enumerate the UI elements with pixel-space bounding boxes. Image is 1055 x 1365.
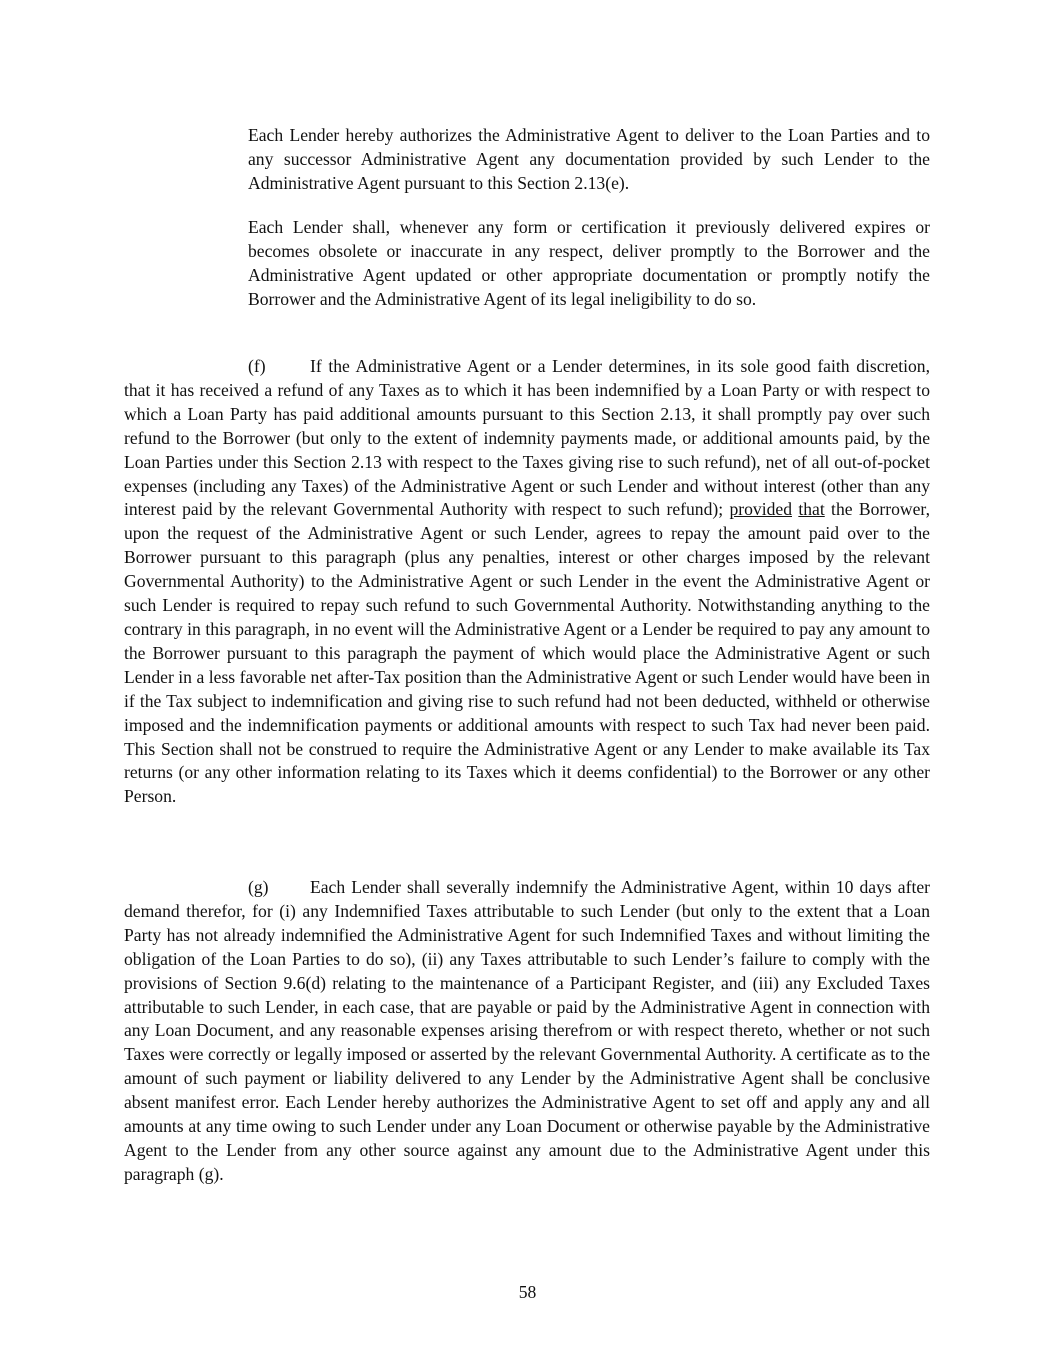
paragraph-g-label: (g)	[248, 877, 269, 897]
paragraph-f-text-before: If the Administrative Agent or a Lender determines, in its sole good faith discretion, that it has received a refund of any Taxes as to which it has been indemnified by a Loan Party or with respect to which a Loan Party has paid additional amounts pursuant to this Section 2.13, it shall promptly pay over such refund to the Borrower (but only to the extent of indemnity payments made, or additional amounts paid, by the Loan Parties under this Section 2.13 with respect to the Taxes giving rise to such refund), net of all out-of-pocket expenses (including any Taxes) of the Administrative Agent or such Lender and without interest (other than any interest paid by the relevant Governmental Authority with respect to such refund);	[124, 356, 930, 520]
page-number: 58	[518, 1282, 537, 1302]
that-underlined: that	[798, 499, 825, 520]
paragraph-g-indemnification	[124, 876, 930, 1187]
provided-underlined: provided	[729, 499, 793, 520]
paragraph-lender-authorization: Each Lender hereby authorizes the Administrative Agent to deliver to the Loan Parties and to any successor Administrative Agent any documentation provided by such Lender to the Administrative Agent pursuant to this Section 2.13(e).	[248, 125, 930, 193]
paragraph-lender-updated-forms: Each Lender shall, whenever any form or certification it previously delivered expires or becomes obsolete or inaccurate in any respect, deliver promptly to the Borrower and the Administrative Agent updated or other appropriate documentation or promptly notify the Borrower and the Administrative Agent of its legal ineligibility to do so.	[248, 217, 930, 309]
paragraph-f-text-after: the Borrower, upon the request of the Administrative Agent or such Lender, agrees to repay the amount paid over to the Borrower pursuant to this paragraph (plus any penalties, interest or other charges imposed by the relevant Governmental Authority) to the Administrative Agent or such Lender in the event the Administrative Agent or such Lender is required to repay such refund to such Governmental Authority. Notwithstanding anything to the contrary in this paragraph, in no event will the Administrative Agent or a Lender be required to pay any amount to the Borrower pursuant to this paragraph the payment of which would place the Administrative Agent or such Lender in a less favorable net after-Tax position than the Administrative Agent or such Lender would have been in if the Tax subject to indemnification and giving rise to such refund had not been deducted, withheld or otherwise imposed and the indemnification payments or additional amounts with respect to such Tax had never been paid. This Section shall not be construed to require the Administrative Agent or any Lender to make available its Tax returns (or any other information relating to its Taxes which it deems confidential) to the Borrower or any other Person.	[124, 499, 930, 807]
paragraph-f-refunds	[124, 355, 930, 809]
paragraph-f-label: (f)	[248, 356, 266, 376]
paragraph-g-text: Each Lender shall severally indemnify the Administrative Agent, within 10 days after demand therefor, for (i) any Indemnified Taxes attributable to such Lender (but only to the extent that a Loan Party has not already indemnified the Administrative Agent for such Indemnified Taxes and without limiting the obligation of the Loan Parties to do so), (ii) any Taxes attributable to such Lender’s failure to comply with the provisions of Section 9.6(d) relating to the maintenance of a Participant Register, and (iii) any Excluded Taxes attributable to such Lender, in each case, that are payable or paid by the Administrative Agent in connection with any Loan Document, and any reasonable expenses arising therefrom or with respect thereto, whether or not such Taxes were correctly or legally imposed or asserted by the relevant Governmental Authority. A certificate as to the amount of such payment or liability delivered to any Lender by the Administrative Agent shall be conclusive absent manifest error. Each Lender hereby authorizes the Administrative Agent to set off and apply any and all amounts at any time owing to such Lender under any Loan Document or otherwise payable by the Administrative Agent to the Lender from any other source against any amount due to the Administrative Agent under this paragraph (g).	[124, 877, 930, 1184]
